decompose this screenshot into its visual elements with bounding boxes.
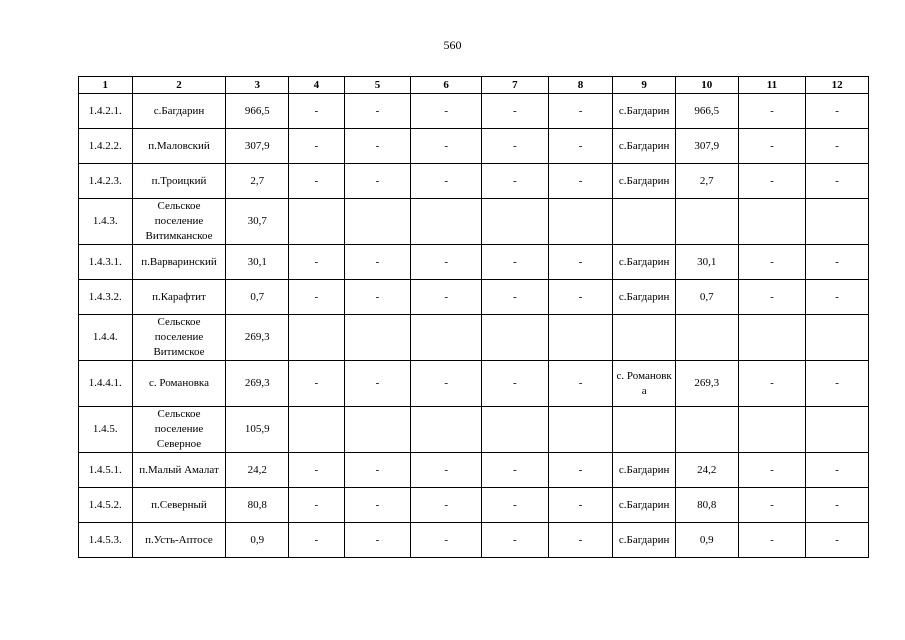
empty-cell xyxy=(806,407,869,453)
cell-col11: - xyxy=(738,280,806,315)
empty-cell xyxy=(411,315,482,361)
cell-col12: - xyxy=(806,523,869,558)
col-header-8: 8 xyxy=(548,77,613,94)
cell-col10: 966,5 xyxy=(675,94,738,129)
cell-col4: - xyxy=(289,94,345,129)
col-header-6: 6 xyxy=(411,77,482,94)
table-row xyxy=(79,164,869,199)
row-code: 1.4.3.2. xyxy=(79,280,133,315)
row-code: 1.4.5.1. xyxy=(79,453,133,488)
cell-col12: - xyxy=(806,361,869,407)
cell-col6: - xyxy=(411,164,482,199)
table-row xyxy=(79,129,869,164)
cell-col12: - xyxy=(806,488,869,523)
cell-col12: - xyxy=(806,245,869,280)
cell-col9: с.Багдарин xyxy=(613,245,676,280)
cell-col8: - xyxy=(548,523,613,558)
row-code: 1.4.4.1. xyxy=(79,361,133,407)
cell-col5: - xyxy=(344,361,411,407)
cell-col7: - xyxy=(482,361,549,407)
row-name: п.Троицкий xyxy=(132,164,226,199)
group-row xyxy=(79,199,869,245)
group-row xyxy=(79,407,869,453)
cell-col7: - xyxy=(482,488,549,523)
cell-col9: с.Багдарин xyxy=(613,164,676,199)
cell-col5: - xyxy=(344,488,411,523)
cell-col7: - xyxy=(482,164,549,199)
cell-col8: - xyxy=(548,94,613,129)
row-value: 30,1 xyxy=(226,245,289,280)
cell-col7: - xyxy=(482,129,549,164)
cell-col7: - xyxy=(482,280,549,315)
empty-cell xyxy=(289,315,345,361)
group-code: 1.4.4. xyxy=(79,315,133,361)
cell-col9: с.Багдарин xyxy=(613,523,676,558)
row-name: п.Малый Амалат xyxy=(132,453,226,488)
cell-col5: - xyxy=(344,280,411,315)
row-value: 80,8 xyxy=(226,488,289,523)
col-header-10: 10 xyxy=(675,77,738,94)
row-name: п.Варваринский xyxy=(132,245,226,280)
col-header-9: 9 xyxy=(613,77,676,94)
cell-col4: - xyxy=(289,523,345,558)
row-name: с.Багдарин xyxy=(132,94,226,129)
cell-col5: - xyxy=(344,94,411,129)
group-row xyxy=(79,315,869,361)
empty-cell xyxy=(482,199,549,245)
col-header-5: 5 xyxy=(344,77,411,94)
row-value: 24,2 xyxy=(226,453,289,488)
empty-cell xyxy=(675,199,738,245)
empty-cell xyxy=(344,315,411,361)
row-value: 966,5 xyxy=(226,94,289,129)
col-header-7: 7 xyxy=(482,77,549,94)
cell-col8: - xyxy=(548,488,613,523)
cell-col5: - xyxy=(344,245,411,280)
cell-col7: - xyxy=(482,94,549,129)
page-number: 560 xyxy=(443,38,462,52)
empty-cell xyxy=(289,199,345,245)
row-code: 1.4.2.2. xyxy=(79,129,133,164)
empty-cell xyxy=(806,199,869,245)
cell-col5: - xyxy=(344,164,411,199)
row-value: 0,7 xyxy=(226,280,289,315)
cell-col8: - xyxy=(548,245,613,280)
cell-col4: - xyxy=(289,361,345,407)
group-code: 1.4.3. xyxy=(79,199,133,245)
empty-cell xyxy=(613,199,676,245)
cell-col9: с. Романовка xyxy=(613,361,676,407)
table-row xyxy=(79,523,869,558)
row-code: 1.4.3.1. xyxy=(79,245,133,280)
cell-col6: - xyxy=(411,94,482,129)
col-header-3: 3 xyxy=(226,77,289,94)
cell-col8: - xyxy=(548,164,613,199)
cell-col10: 80,8 xyxy=(675,488,738,523)
empty-cell xyxy=(289,407,345,453)
cell-col11: - xyxy=(738,129,806,164)
cell-col4: - xyxy=(289,245,345,280)
cell-col8: - xyxy=(548,361,613,407)
cell-col6: - xyxy=(411,361,482,407)
row-value: 0,9 xyxy=(226,523,289,558)
cell-col6: - xyxy=(411,280,482,315)
cell-col4: - xyxy=(289,280,345,315)
cell-col7: - xyxy=(482,523,549,558)
cell-col11: - xyxy=(738,523,806,558)
col-header-11: 11 xyxy=(738,77,806,94)
cell-col8: - xyxy=(548,453,613,488)
group-value: 269,3 xyxy=(226,315,289,361)
empty-cell xyxy=(482,315,549,361)
cell-col4: - xyxy=(289,129,345,164)
empty-cell xyxy=(344,199,411,245)
cell-col10: 30,1 xyxy=(675,245,738,280)
table-row xyxy=(79,245,869,280)
cell-col12: - xyxy=(806,129,869,164)
empty-cell xyxy=(738,315,806,361)
cell-col9: с.Багдарин xyxy=(613,280,676,315)
cell-col11: - xyxy=(738,245,806,280)
col-header-2: 2 xyxy=(132,77,226,94)
group-name: Сельское поселение Витимское xyxy=(132,315,226,361)
cell-col8: - xyxy=(548,129,613,164)
cell-col11: - xyxy=(738,94,806,129)
empty-cell xyxy=(613,315,676,361)
cell-col6: - xyxy=(411,523,482,558)
cell-col11: - xyxy=(738,453,806,488)
cell-col12: - xyxy=(806,164,869,199)
cell-col11: - xyxy=(738,361,806,407)
group-name: Сельское поселение Витимканское xyxy=(132,199,226,245)
table-row xyxy=(79,361,869,407)
cell-col9: с.Багдарин xyxy=(613,488,676,523)
empty-cell xyxy=(548,199,613,245)
col-header-1: 1 xyxy=(79,77,133,94)
empty-cell xyxy=(738,407,806,453)
cell-col10: 24,2 xyxy=(675,453,738,488)
cell-col12: - xyxy=(806,94,869,129)
cell-col8: - xyxy=(548,280,613,315)
cell-col5: - xyxy=(344,129,411,164)
group-code: 1.4.5. xyxy=(79,407,133,453)
cell-col11: - xyxy=(738,164,806,199)
empty-cell xyxy=(411,407,482,453)
cell-col7: - xyxy=(482,245,549,280)
empty-cell xyxy=(675,315,738,361)
row-code: 1.4.2.1. xyxy=(79,94,133,129)
cell-col5: - xyxy=(344,523,411,558)
row-name: п.Карафтит xyxy=(132,280,226,315)
cell-col10: 2,7 xyxy=(675,164,738,199)
empty-cell xyxy=(738,199,806,245)
empty-cell xyxy=(344,407,411,453)
row-value: 307,9 xyxy=(226,129,289,164)
row-code: 1.4.2.3. xyxy=(79,164,133,199)
cell-col10: 0,7 xyxy=(675,280,738,315)
empty-cell xyxy=(548,315,613,361)
row-code: 1.4.5.3. xyxy=(79,523,133,558)
table-row xyxy=(79,280,869,315)
empty-cell xyxy=(806,315,869,361)
cell-col12: - xyxy=(806,280,869,315)
row-name: п.Маловский xyxy=(132,129,226,164)
cell-col10: 0,9 xyxy=(675,523,738,558)
cell-col5: - xyxy=(344,453,411,488)
cell-col6: - xyxy=(411,453,482,488)
cell-col11: - xyxy=(738,488,806,523)
empty-cell xyxy=(411,199,482,245)
empty-cell xyxy=(548,407,613,453)
empty-cell xyxy=(675,407,738,453)
table-row xyxy=(79,453,869,488)
cell-col10: 269,3 xyxy=(675,361,738,407)
empty-cell xyxy=(613,407,676,453)
row-name: с. Романовка xyxy=(132,361,226,407)
row-name: п.Северный xyxy=(132,488,226,523)
cell-col9: с.Багдарин xyxy=(613,453,676,488)
row-code: 1.4.5.2. xyxy=(79,488,133,523)
col-header-12: 12 xyxy=(806,77,869,94)
data-table xyxy=(78,76,869,558)
cell-col6: - xyxy=(411,129,482,164)
table-row xyxy=(79,94,869,129)
cell-col6: - xyxy=(411,488,482,523)
table-row xyxy=(79,488,869,523)
group-name: Сельское поселение Северное xyxy=(132,407,226,453)
row-value: 2,7 xyxy=(226,164,289,199)
cell-col9: с.Багдарин xyxy=(613,129,676,164)
cell-col7: - xyxy=(482,453,549,488)
cell-col4: - xyxy=(289,453,345,488)
group-value: 30,7 xyxy=(226,199,289,245)
cell-col9: с.Багдарин xyxy=(613,94,676,129)
row-name: п.Усть-Аптосе xyxy=(132,523,226,558)
cell-col4: - xyxy=(289,488,345,523)
header-row xyxy=(79,77,869,94)
cell-col12: - xyxy=(806,453,869,488)
group-value: 105,9 xyxy=(226,407,289,453)
row-value: 269,3 xyxy=(226,361,289,407)
empty-cell xyxy=(482,407,549,453)
cell-col10: 307,9 xyxy=(675,129,738,164)
cell-col4: - xyxy=(289,164,345,199)
col-header-4: 4 xyxy=(289,77,345,94)
cell-col6: - xyxy=(411,245,482,280)
